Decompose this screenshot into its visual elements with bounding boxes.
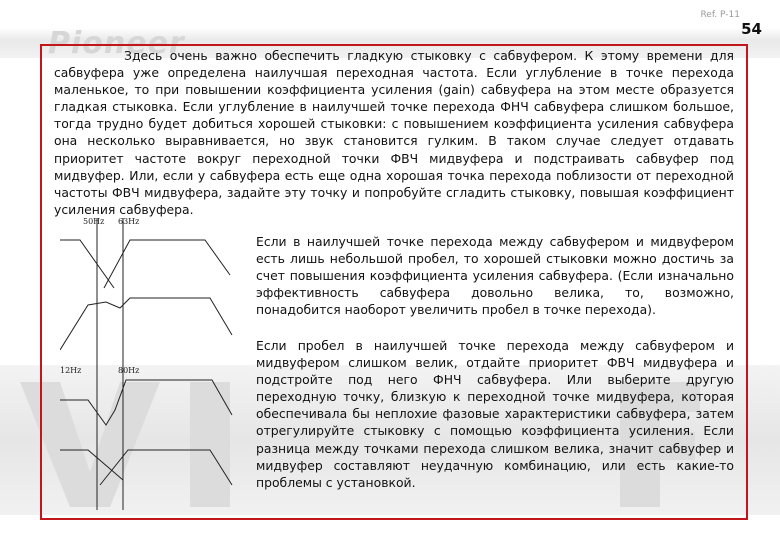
brand-watermark: Pioneer (48, 26, 185, 61)
curve-4-highpass (100, 450, 232, 485)
label-80hz: 80Hz (118, 366, 140, 375)
curve-4-lowpass (60, 450, 123, 480)
paragraph-large-gap: Если пробел в наилучшей точке перехода между сабвуфером и мидвуфером слишком велик, отдайте приоритет ФВЧ мидвуфера и подстройте под него ФНЧ сабвуфера. Или выберите другую переходную точку, близкую к переходной точке мидвуфера, которая обеспечивала бы неплохие фазовые характеристики сабвуфера, затем отрегулируйте стыковку с помощью коэффициента усиления. Если разница между точками перехода слишком велика, значит сабвуфер и мидвуфер составляют неудачную комбинацию, или есть какие-то проблемы с установкой. (256, 338, 734, 490)
page-number: 54 (741, 20, 762, 38)
label-63hz: 63Hz (118, 217, 140, 226)
label-50hz: 50Hz (83, 217, 105, 226)
curve-2-combined (60, 298, 232, 350)
crossover-diagram (60, 210, 240, 510)
paragraph-small-gap: Если в наилучшей точке перехода между сабвуфером и мидвуфером есть лишь небольшой пробел, то хорошей стыковки можно достичь за счет повышения коэффициента усиления сабвуфера. (Если изначально эффективность сабвуфера довольно велика, то, возможно, понадобится наоборот увеличить пробел в точке перехода). (256, 234, 734, 318)
curve-3-combined (60, 380, 232, 425)
paragraph-intro: Здесь очень важно обеспечить гладкую стыковку с сабвуфером. К этому времени для сабвуфера уже определена наилучшая переходная частота. Если углубление в точке перехода маленькое, то при повышении коэффициента усиления (gain) сабвуфера на этом месте образуется гладкая стыковка. Если углубление в наилучшей точке перехода ФНЧ сабвуфера слишком большое, тогда трудно будет добиться хорошей стыковки: с повышением коэффициента усиления сабвуфера она несколько выравнивается, но звук становится гулким. В таком случае следует отдавать приоритет частоте вокруг переходной точки ФВЧ мидвуфера и подстраивать сабвуфер под мидвуфер. Или, если у сабвуфера есть еще одна хорошая точка перехода поблизости от переходной частоты ФВЧ мидвуфера, задайте эту точку и попробуйте сгладить стыковку, повышая коэффициент усиления сабвуфера. (54, 48, 734, 217)
label-12hz: 12Hz (60, 366, 82, 375)
reference-label: Ref. P-11 (700, 10, 740, 20)
curve-1-lowpass (60, 240, 114, 288)
